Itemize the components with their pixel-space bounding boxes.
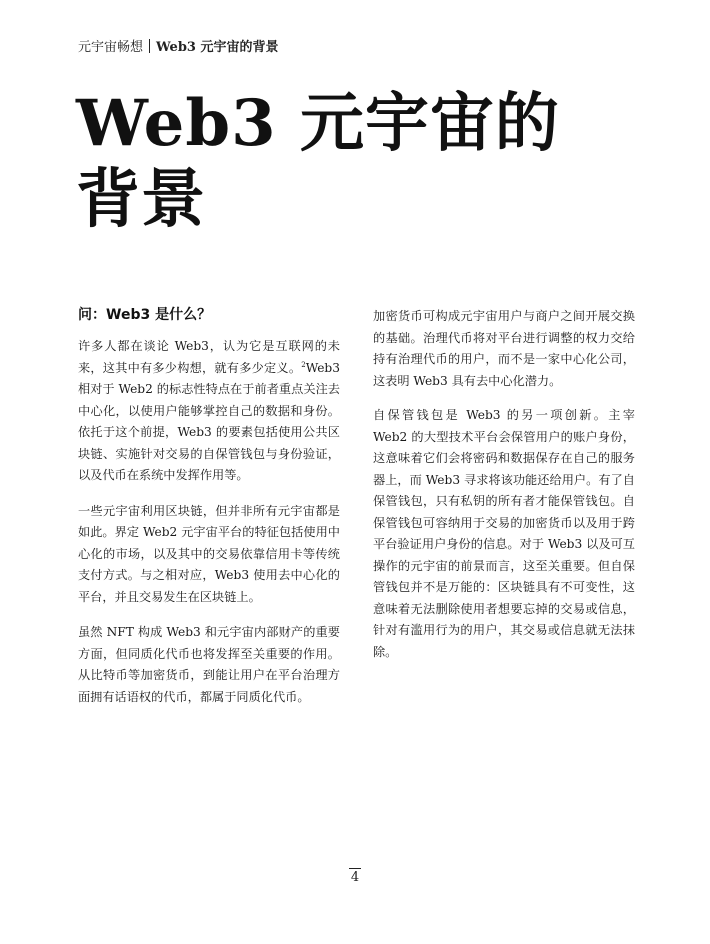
paragraph-fungible-tokens: 虽然 NFT 构成 Web3 和元宇宙内部财产的重要方面，但同质化代币也将发挥至关重要的作用。从比特币等加密货币，到能让用户在平台治理方面拥有话语权的代币，都属于同质化代币。 xyxy=(78,625,340,704)
section-heading: 问：Web3 是什么？ xyxy=(78,307,212,323)
page-number xyxy=(0,868,710,886)
paragraph-text: 许多人都在谈论 Web3，认为它是互联网的未来，这其中有多少构想，就有多少定义。 xyxy=(78,339,340,375)
left-column xyxy=(78,306,340,722)
paragraph-blockchain-metaverse: 一些元宇宙利用区块链，但并非所有元宇宙都是如此。界定 Web2 元宇宙平台的特征包括使用中心化的市场，以及其中的交易依靠信用卡等传统支付方式。与之相对应，Web3 使用去中心化的平台，并且交易发生在区块链上。 xyxy=(78,503,340,604)
header-divider xyxy=(149,39,150,53)
page-title xyxy=(76,86,636,238)
page-number-label: 4 xyxy=(350,870,360,885)
running-header xyxy=(78,39,279,56)
series-title: 元宇宙畅想 xyxy=(78,40,144,55)
paragraph-governance-tokens: 加密货币可构成元宇宙用户与商户之间开展交换的基础。治理代币将对平台进行调整的权力交给持有治理代币的用户，而不是一家中心化公司，这表明 Web3 具有去中心化潜力。 xyxy=(373,309,635,388)
paragraph-text: Web3 相对于 Web2 的标志性特点在于前者重点关注去中心化，以使用户能够掌控自己的数据和身份。依托于这个前提，Web3 的要素包括使用公共区块链、实施针对交易的自保管钱包与身份验证，以及代币在系统中发挥作用等。 xyxy=(78,360,340,482)
page-title-line-1: Web3 元宇宙的 xyxy=(76,86,560,161)
chapter-title: Web3 元宇宙的背景 xyxy=(156,40,279,55)
right-column xyxy=(373,306,635,676)
footnote-reference: 2 xyxy=(301,360,306,369)
page-title-line-2: 背景 xyxy=(76,162,206,237)
paragraph-web3-definition xyxy=(78,336,340,487)
paragraph-self-custody-wallets: 自保管钱包是 Web3 的另一项创新。主宰 Web2 的大型技术平台会保管用户的账户身份，这意味着它们会将密码和数据保存在自己的服务器上，而 Web3 寻求将该功能还给用户。有了自保管钱包，只有私钥的所有者才能保管钱包。自保管钱包可容纳用于交易的加密货币以及用于跨平台验证用户身份的信息。对于 Web3 以及可互操作的元宇宙的前景而言，这至关重要。但自保管钱包并不是万能的：区块链具有不可变性，这意味着无法删除使用者想要忘掉的交易或信息，针对有滥用行为的用户，其交易或信息就无法抹除。 xyxy=(373,408,635,659)
